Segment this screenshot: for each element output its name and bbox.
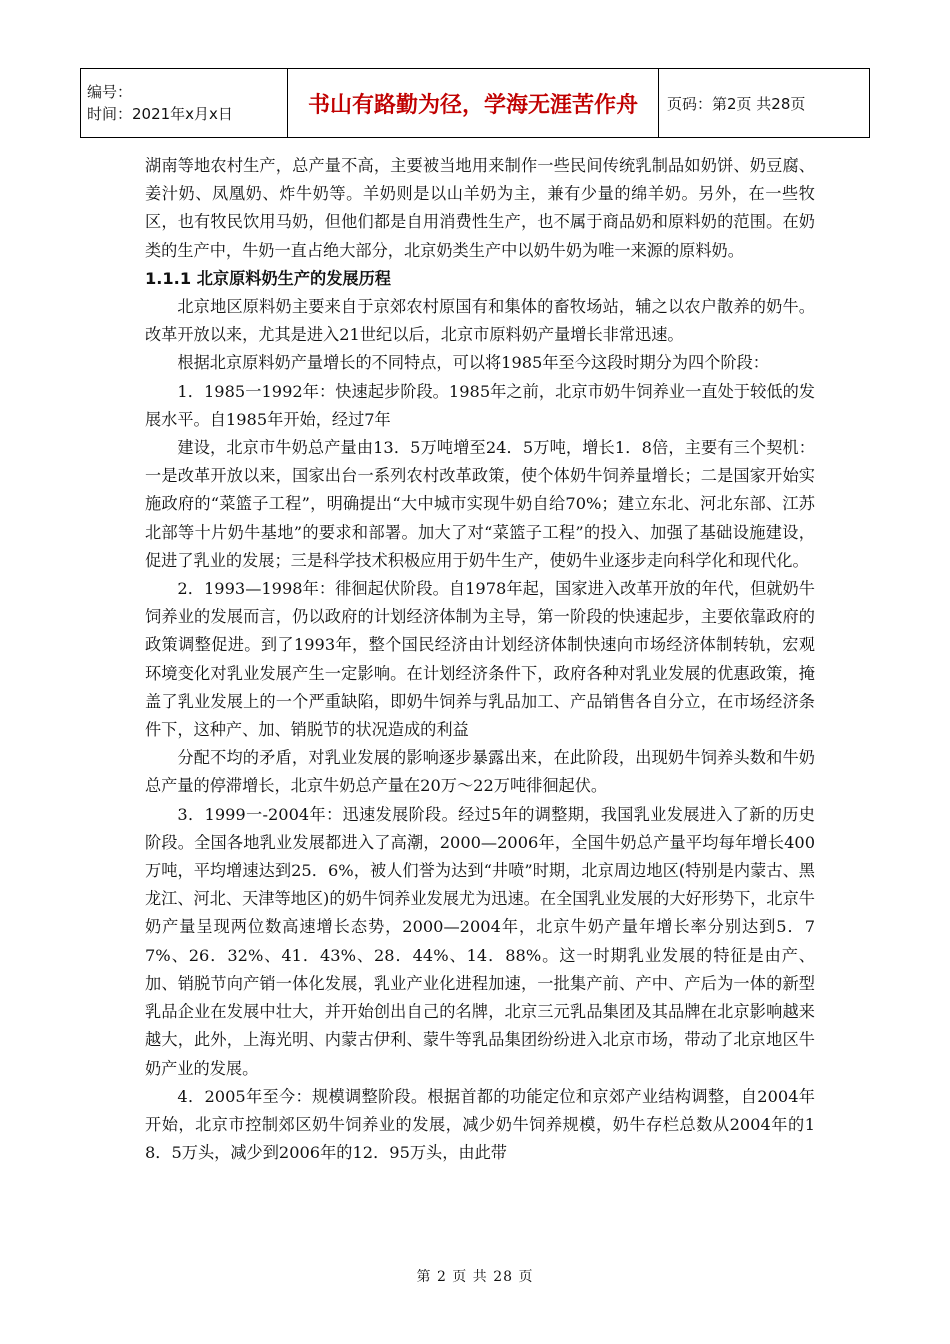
paragraph-stage-4: 4．2005年至今：规模调整阶段。根据首都的功能定位和京郊产业结构调整，自2004年开始，北京市控制郊区奶牛饲养业的发展，减少奶牛饲养规模，奶牛存栏总数从2004年的18．5万头，减少到2006年的12．95万头，由此带 [145, 1086, 815, 1163]
paragraph-stage-2-cont: 分配不均的矛盾，对乳业发展的影响逐步暴露出来，在此阶段，出现奶牛饲养头数和牛奶总产量的停滞增长，北京牛奶总产量在20万～22万吨徘徊起伏。 [145, 748, 815, 796]
paragraph-stage-1-cont: 建设，北京市牛奶总产量由13．5万吨增至24．5万吨，增长1．8倍，主要有三个契机：一是改革开放以来，国家出台一系列农村改革政策，使个体奶牛饲养量增长；二是国家开始实施政府的“菜篮子工程”，明确提出“大中城市实现牛奶自给70%；建立东北、河北东部、江苏北部等十片奶牛基地”的要求和部署。加大了对“菜篮子工程”的投入、加强了基础设施建设，促进了乳业的发展；三是科学技术积极应用于奶牛生产，使奶牛业逐步走向科学化和现代化。 [145, 438, 815, 570]
paragraph-continued: 湖南等地农村生产，总产量不高，主要被当地用来制作一些民间传统乳制品如奶饼、奶豆腐、姜汁奶、凤凰奶、炸牛奶等。羊奶则是以山羊奶为主，兼有少量的绵羊奶。另外，在一些牧区，也有牧民饮用马奶，但他们都是自用消费性生产，也不属于商品奶和原料奶的范围。在奶类的生产中，牛奶一直占绝大部分，北京奶类生产中以奶牛奶为唯一来源的原料奶。 [145, 156, 815, 260]
page-footer: 第 2 页 共 28 页 [416, 1269, 534, 1285]
number-label: 编号： [87, 83, 133, 101]
header-motto: 书山有路勤为径，学海无涯苦作舟 [288, 69, 659, 138]
paragraph-stages-intro: 根据北京原料奶产量增长的不同特点，可以将1985年至今这段时期分为四个阶段： [177, 353, 769, 373]
paragraph-stage-1: 1．1985一1992年：快速起步阶段。1985年之前，北京市奶牛饲养业一直处于较低的发展水平。自1985年开始，经过7年 [145, 381, 815, 429]
date-label: 时间：2021年x月x日 [87, 105, 233, 123]
paragraph-stage-2: 2．1993—1998年：徘徊起伏阶段。自1978年起，国家进入改革开放的年代，但就奶牛饲养业的发展而言，仍以政府的计划经济体制为主导，第一阶段的快速起步，主要依靠政府的政策调整促进。到了1993年，整个国民经济由计划经济体制快速向市场经济体制转轨，宏观环境变化对乳业发展产生一定影响。在计划经济条件下，政府各种对乳业发展的优惠政策，掩盖了乳业发展上的一个严重缺陷，即奶牛饲养与乳品加工、产品销售各自分立，在市场经济条件下，这种产、加、销脱节的状况造成的利益 [145, 579, 815, 740]
paragraph-stage-3: 3．1999一-2004年：迅速发展阶段。经过5年的调整期，我国乳业发展进入了新的历史阶段。全国各地乳业发展都进入了高潮，2000—2006年，全国牛奶总产量平均每年增长400万吨，平均增速达到25．6%，被人们誉为达到“井喷”时期，北京周边地区(特别是内蒙古、黑龙江、河北、天津等地区)的奶牛饲养业发展尤为迅速。在全国乳业发展的大好形势下，北京牛奶产量呈现两位数高速增长态势，2000—2004年，北京牛奶产量年增长率分别达到5．77%、26．32%、41．43%、28．44%、14．88%。这一时期乳业发展的特征是由产、加、销脱节向产销一体化发展，乳业产业化进程加速，一批集产前、产中、产后为一体的新型乳品企业在发展中壮大，并开始创出自己的名牌，北京三元乳品集团及其品牌在北京影响越来越大，此外，上海光明、内蒙古伊利、蒙牛等乳品集团纷纷进入北京市场，带动了北京地区牛奶产业的发展。 [145, 804, 815, 1078]
document-header [80, 68, 870, 138]
header-meta [81, 69, 288, 138]
section-heading: 1.1.1 北京原料奶生产的发展历程 [145, 268, 391, 288]
paragraph-origin: 北京地区原料奶主要来自于京郊农村原国有和集体的畜牧场站，辅之以农户散养的奶牛。改革开放以来，尤其是进入21世纪以后，北京市原料奶产量增长非常迅速。 [145, 297, 815, 345]
header-page-info: 页码：第2页 共28页 [659, 69, 870, 138]
document-body [145, 152, 815, 1167]
